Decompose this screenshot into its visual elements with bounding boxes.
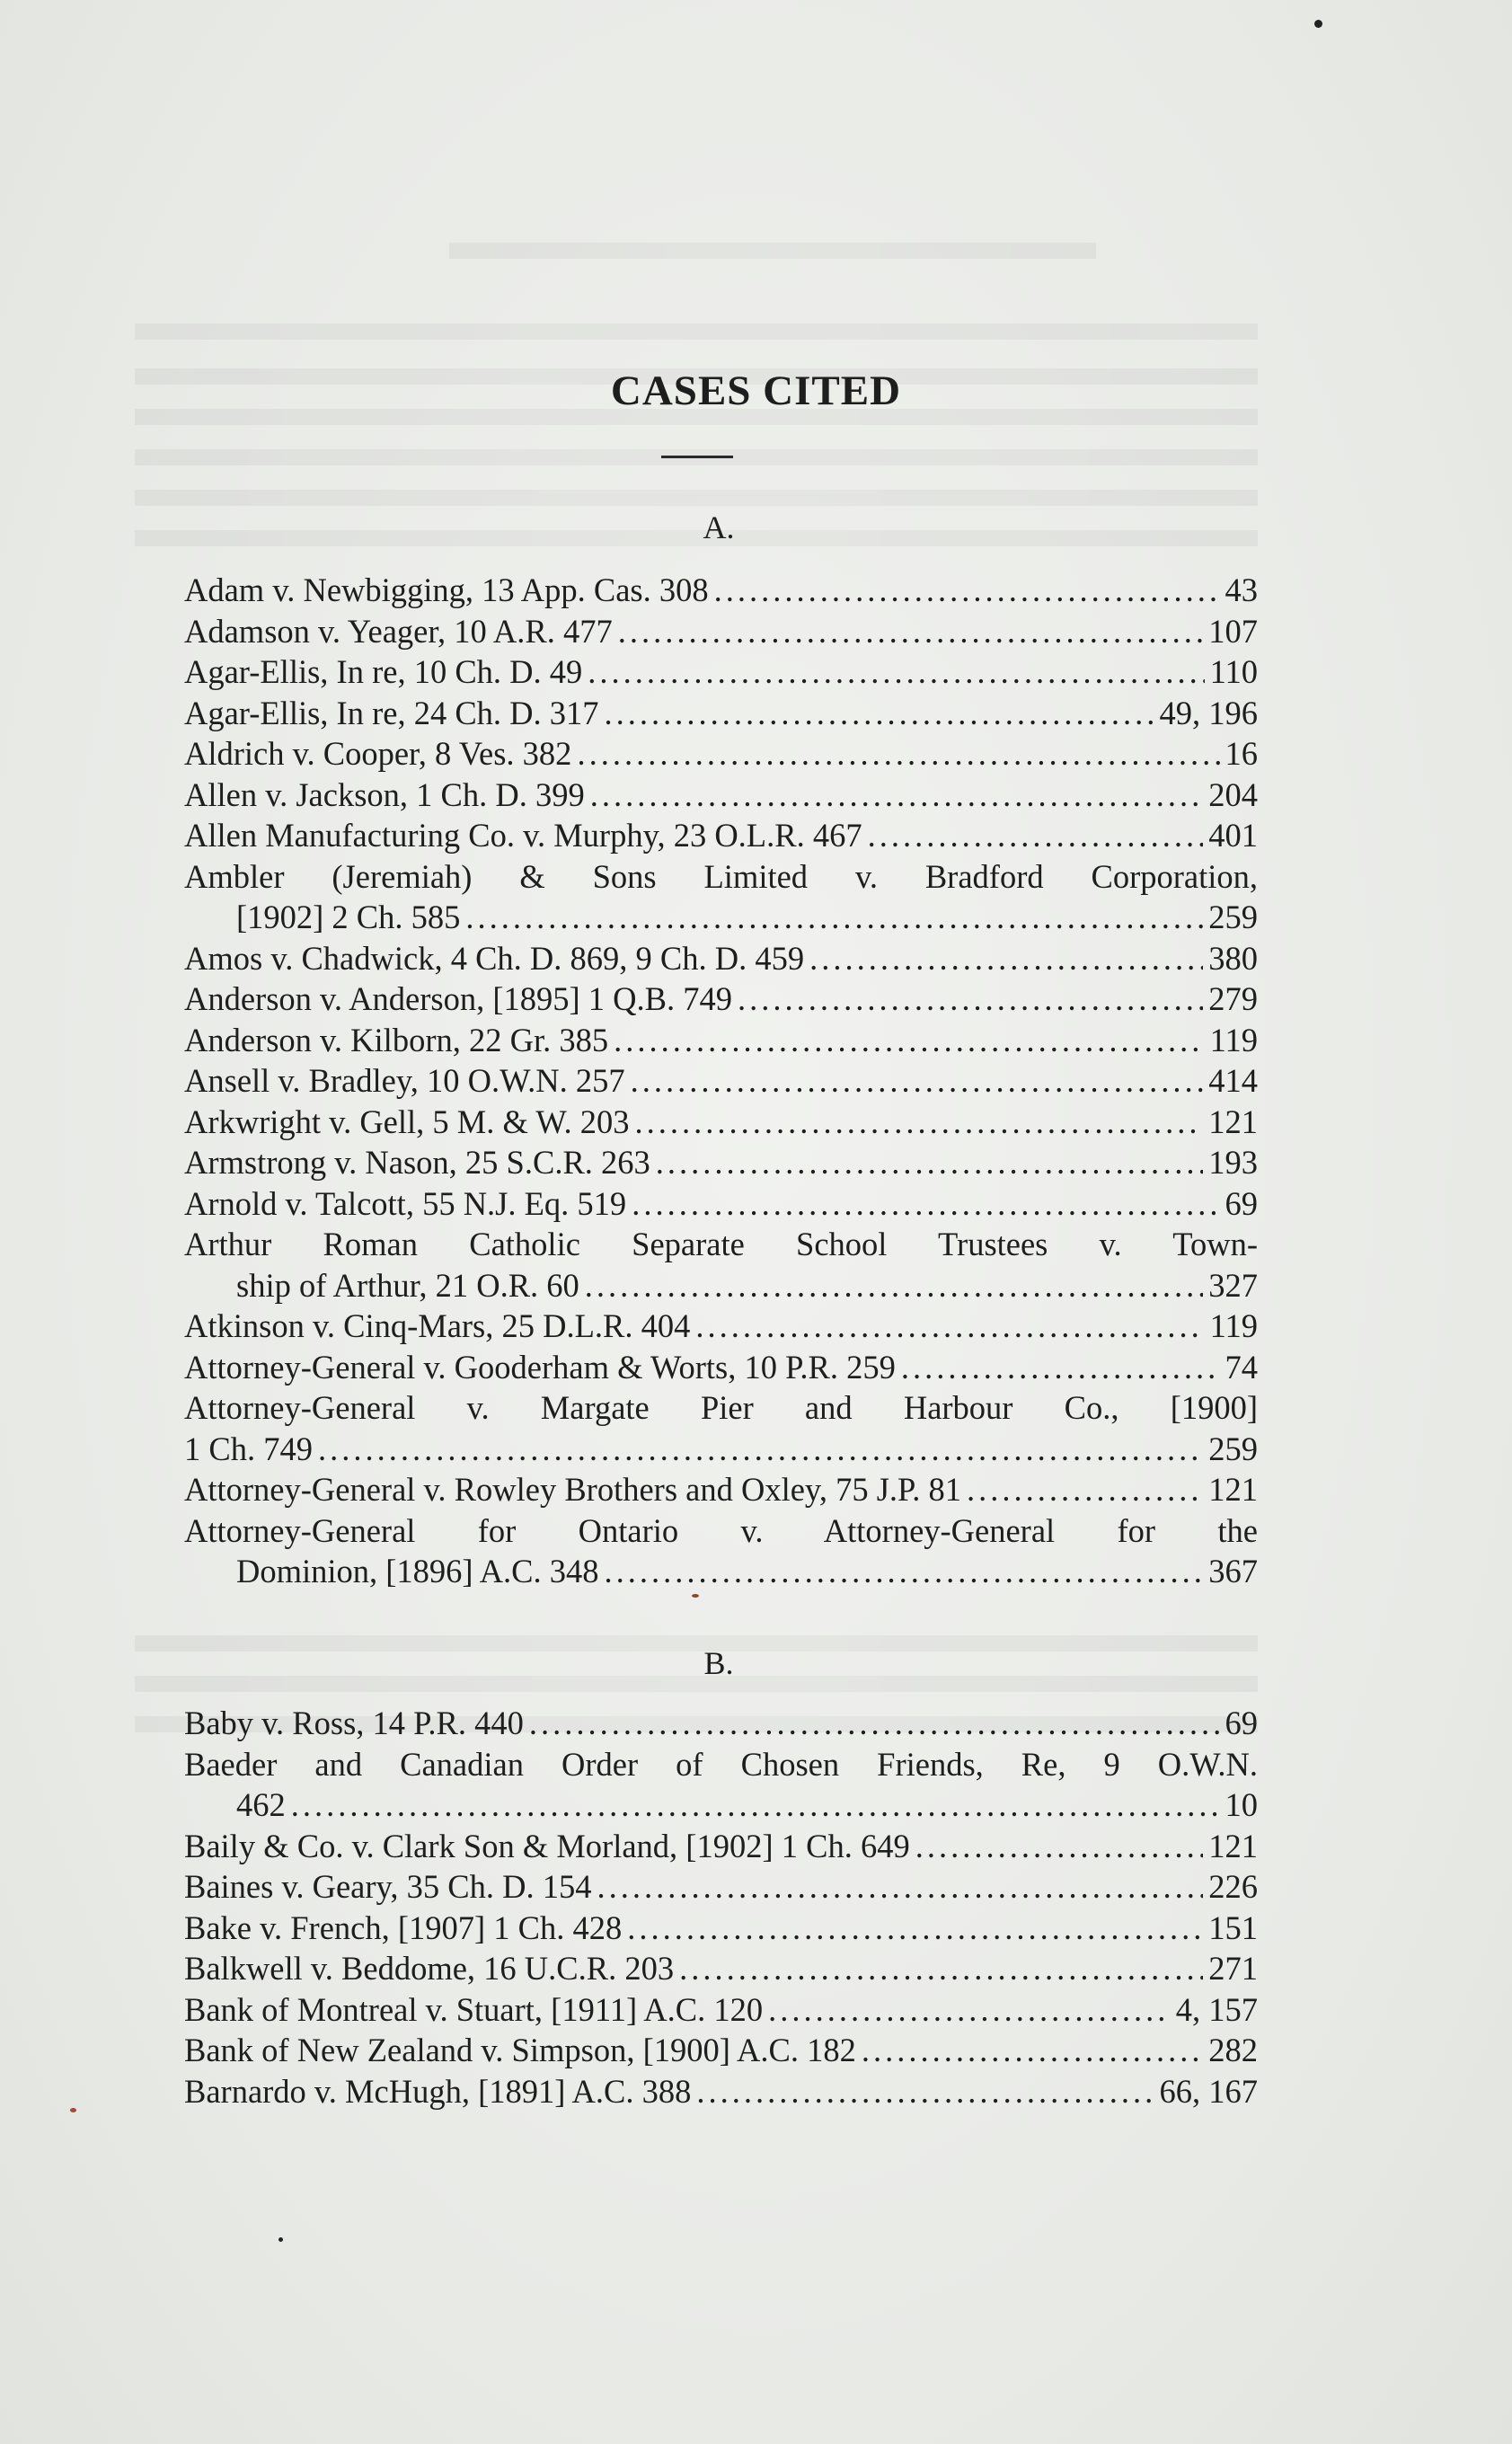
page-reference: 279: [1208, 980, 1258, 1017]
case-entry: [184, 1387, 1258, 1469]
section-letter-a: A.: [703, 509, 735, 545]
dot-leader: [291, 1784, 1220, 1826]
case-entry: [184, 1826, 1258, 1867]
case-citation-line1: Attorney-General for Ontario v. Attorney-General for the: [184, 1511, 1258, 1549]
case-entry: [184, 1469, 1258, 1510]
case-entry: [184, 856, 1258, 938]
case-citation: Anderson v. Anderson, [1895] 1 Q.B. 749: [184, 980, 732, 1017]
case-citation: Bank of New Zealand v. Simpson, [1900] A.C. 182: [184, 2032, 856, 2068]
case-entry: [184, 1020, 1258, 1061]
scan-speck: [1314, 20, 1322, 28]
case-entry: [184, 611, 1258, 652]
case-citation-line2: 462: [236, 1786, 286, 1823]
case-citation-line2: 1 Ch. 749: [184, 1430, 313, 1467]
dot-leader: [618, 611, 1204, 652]
dot-leader: [605, 693, 1154, 734]
case-continuation: [184, 897, 1258, 938]
case-citation: Agar-Ellis, In re, 10 Ch. D. 49: [184, 653, 583, 690]
case-citation: Arnold v. Talcott, 55 N.J. Eq. 519: [184, 1184, 627, 1222]
case-continuation: [184, 1784, 1258, 1826]
dot-leader: [656, 1142, 1203, 1183]
dot-leader: [738, 978, 1203, 1020]
dot-leader: [590, 775, 1204, 816]
case-citation: Baby v. Ross, 14 P.R. 440: [184, 1705, 524, 1741]
page-reference: 193: [1208, 1144, 1258, 1181]
scan-speck: [279, 2237, 283, 2242]
case-entry: [184, 978, 1258, 1020]
case-entry: [184, 1703, 1258, 1744]
case-entry: [184, 1510, 1258, 1592]
section-letter-b: B.: [703, 1645, 734, 1681]
dot-leader: [714, 570, 1220, 611]
case-entry: [184, 1908, 1258, 1949]
dot-leader: [632, 1183, 1219, 1225]
dot-leader: [809, 938, 1203, 979]
case-citation-line2: [1902] 2 Ch. 585: [236, 899, 461, 935]
case-citation-line1: Ambler (Jeremiah) & Sons Limited v. Bradford Corporation,: [184, 857, 1258, 895]
dot-leader: [679, 1948, 1203, 1989]
case-citation: Attorney-General v. Gooderham & Worts, 10 P.R. 259: [184, 1348, 896, 1386]
case-citation: Armstrong v. Nason, 25 S.C.R. 263: [184, 1144, 650, 1181]
page-reference: 271: [1208, 1950, 1258, 1987]
page-reference: 16: [1225, 735, 1258, 772]
case-entry: [184, 1347, 1258, 1388]
scan-speck: [692, 1594, 699, 1598]
case-entry: [184, 1306, 1258, 1347]
page-reference: 414: [1208, 1062, 1258, 1099]
case-citation: Bake v. French, [1907] 1 Ch. 428: [184, 1908, 623, 1946]
page-reference: 259: [1208, 1430, 1258, 1467]
dot-leader: [967, 1469, 1203, 1510]
page-reference: 121: [1208, 1471, 1258, 1508]
case-entry: [184, 693, 1258, 734]
dot-leader: [631, 1060, 1204, 1102]
dot-leader: [318, 1429, 1203, 1470]
case-entry: [184, 570, 1258, 611]
case-list-b: [184, 1703, 1258, 2112]
page-reference: 226: [1208, 1868, 1258, 1905]
case-entry: [184, 1744, 1258, 1826]
case-citation: Agar-Ellis, In re, 24 Ch. D. 317: [184, 694, 599, 731]
page-reference: 259: [1208, 899, 1258, 935]
page-reference: 49, 196: [1159, 694, 1258, 731]
dot-leader: [605, 1551, 1204, 1592]
case-citation: Amos v. Chadwick, 4 Ch. D. 869, 9 Ch. D. 459: [184, 939, 805, 977]
dot-leader: [585, 1265, 1203, 1306]
page-reference: 107: [1208, 612, 1258, 650]
page-reference: 401: [1208, 817, 1258, 854]
case-continuation: [184, 1265, 1258, 1306]
page-reference: 4, 157: [1175, 1990, 1258, 2028]
dot-leader: [634, 1102, 1203, 1143]
case-entry: [184, 1183, 1258, 1225]
page-reference: 151: [1208, 1908, 1258, 1946]
case-citation: Balkwell v. Beddome, 16 U.C.R. 203: [184, 1950, 675, 1987]
dot-leader: [529, 1703, 1220, 1744]
dot-leader: [588, 651, 1204, 693]
dot-leader: [862, 2030, 1203, 2071]
case-citation-line1: Baeder and Canadian Order of Chosen Friends, Re, 9 O.W.N.: [184, 1745, 1258, 1783]
case-continuation: [184, 1429, 1258, 1470]
dot-leader: [597, 1866, 1203, 1908]
case-entry: [184, 1224, 1258, 1306]
case-citation-line1: Attorney-General v. Margate Pier and Harbour Co., [1900]: [184, 1389, 1258, 1426]
case-entry: [184, 651, 1258, 693]
page-reference: 121: [1208, 1102, 1258, 1140]
case-citation-line2: Dominion, [1896] A.C. 348: [236, 1553, 599, 1589]
page-title: CASES CITED: [610, 367, 902, 414]
case-citation: Adamson v. Yeager, 10 A.R. 477: [184, 612, 613, 650]
page-reference: 69: [1225, 1705, 1258, 1741]
case-entry: [184, 775, 1258, 816]
page-reference: 367: [1208, 1553, 1258, 1589]
dot-leader: [868, 815, 1204, 856]
case-citation: Arkwright v. Gell, 5 M. & W. 203: [184, 1102, 630, 1140]
case-citation: Baily & Co. v. Clark Son & Morland, [1902] 1 Ch. 649: [184, 1827, 910, 1864]
case-citation: Baines v. Geary, 35 Ch. D. 154: [184, 1868, 592, 1905]
dot-leader: [577, 733, 1219, 775]
case-entry: [184, 1060, 1258, 1102]
dot-leader: [627, 1908, 1203, 1949]
dot-leader: [695, 1306, 1204, 1347]
page-reference: 66, 167: [1159, 2072, 1258, 2110]
page-reference: 204: [1208, 775, 1258, 813]
case-entry: [184, 1142, 1258, 1183]
case-citation: Ansell v. Bradley, 10 O.W.N. 257: [184, 1062, 625, 1099]
page-reference: 327: [1208, 1266, 1258, 1304]
case-continuation: [184, 1551, 1258, 1592]
case-citation: Anderson v. Kilborn, 22 Gr. 385: [184, 1021, 609, 1058]
page-reference: 43: [1225, 571, 1258, 608]
page-reference: 380: [1208, 939, 1258, 977]
case-citation: Adam v. Newbigging, 13 App. Cas. 308: [184, 571, 709, 608]
dot-leader: [768, 1989, 1171, 2031]
case-citation: Allen Manufacturing Co. v. Murphy, 23 O.L.R. 467: [184, 817, 862, 854]
dot-leader: [696, 2071, 1154, 2112]
case-citation: Atkinson v. Cinq-Mars, 25 D.L.R. 404: [184, 1307, 691, 1344]
title-rule: [661, 456, 733, 458]
page-reference: 121: [1208, 1827, 1258, 1864]
case-entry: [184, 2030, 1258, 2071]
page-reference: 10: [1225, 1786, 1258, 1823]
page-reference: 119: [1209, 1307, 1258, 1344]
case-entry: [184, 1866, 1258, 1908]
page-reference: 74: [1225, 1348, 1258, 1386]
case-entry: [184, 2071, 1258, 2112]
dot-leader: [901, 1347, 1220, 1388]
case-entry: [184, 733, 1258, 775]
case-citation-line2: ship of Arthur, 21 O.R. 60: [236, 1266, 579, 1304]
case-entry: [184, 938, 1258, 979]
dot-leader: [915, 1826, 1204, 1867]
scan-speck: [70, 2108, 76, 2112]
case-citation: Allen v. Jackson, 1 Ch. D. 399: [184, 775, 585, 813]
case-citation: Bank of Montreal v. Stuart, [1911] A.C. 120: [184, 1990, 764, 2028]
case-citation-line1: Arthur Roman Catholic Separate School Trustees v. Town-: [184, 1226, 1258, 1262]
dot-leader: [614, 1020, 1204, 1061]
case-entry: [184, 1989, 1258, 2031]
case-citation: Barnardo v. McHugh, [1891] A.C. 388: [184, 2072, 692, 2110]
case-citation: Attorney-General v. Rowley Brothers and Oxley, 75 J.P. 81: [184, 1471, 962, 1508]
dot-leader: [465, 897, 1203, 938]
case-entry: [184, 815, 1258, 856]
page-reference: 69: [1225, 1184, 1258, 1222]
case-entry: [184, 1102, 1258, 1143]
page-reference: 110: [1209, 653, 1258, 690]
page-reference: 119: [1209, 1021, 1258, 1058]
case-list-a: [184, 570, 1258, 1592]
page-reference: 282: [1208, 2032, 1258, 2068]
case-entry: [184, 1948, 1258, 1989]
case-citation: Aldrich v. Cooper, 8 Ves. 382: [184, 735, 572, 772]
